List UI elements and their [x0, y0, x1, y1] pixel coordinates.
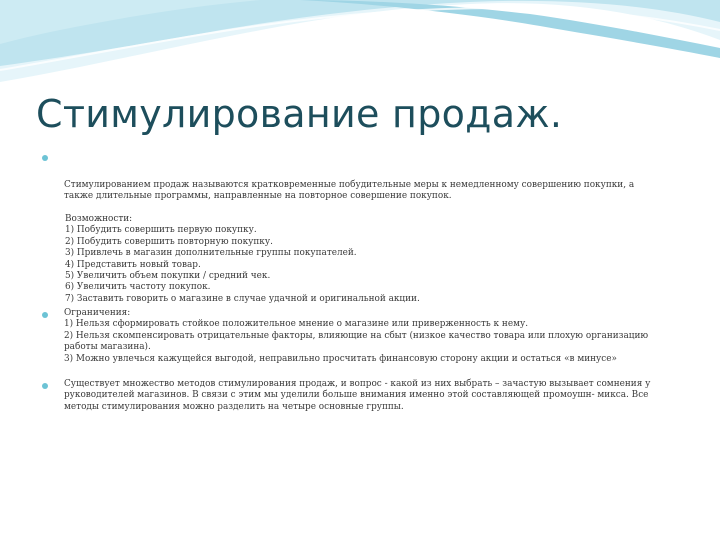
opportunity-item: 5) Увеличить объем покупки / средний чек.: [65, 271, 271, 282]
bullet-icon: [42, 312, 48, 318]
definition-text: Стимулированием продаж называются кратковременные побудительные меры к немедленному совершению покупки, а также длительные программы, направленные на повторное совершение покупок.: [64, 180, 635, 202]
restrictions-heading: Ограничения:: [64, 308, 131, 318]
methods-text: Существует множество методов стимулирования продаж, и вопрос - какой из них выбрать – зачастую вызывает сомнения у руководителей магазинов. В связи с этим мы уделили больше внимания именно этой составляющей промоушн- микса. Все методы стимулирования можно разделить на четыре основные группы.: [64, 379, 651, 412]
slide-title: Стимулирование продаж.: [36, 92, 563, 136]
opportunity-item: 6) Увеличить частоту покупок.: [65, 282, 211, 293]
bullet-icon: [42, 383, 48, 389]
opportunity-item: 4) Представить новый товар.: [65, 259, 201, 270]
opportunities-list: [65, 214, 667, 305]
restrictions-list: [64, 308, 666, 365]
restriction-item: 1) Нельзя сформировать стойкое положительное мнение о магазине или приверженность к нему.: [64, 319, 529, 330]
definition-paragraph: [64, 180, 666, 203]
opportunity-item: 3) Привлечь в магазин дополнительные группы покупателей.: [65, 248, 357, 259]
opportunities-heading: Возможности:: [65, 214, 133, 224]
methods-paragraph: [64, 379, 666, 413]
bullet-icon: [42, 155, 48, 161]
opportunity-item: 2) Побудить совершить повторную покупку.: [65, 236, 273, 247]
restriction-item: 3) Можно увлечься кажущейся выгодой, неправильно просчитать финансовую сторону акции и остаться «в минусе»: [64, 353, 617, 364]
opportunity-item: 7) Заставить говорить о магазине в случае удачной и оригинальной акции.: [65, 293, 420, 304]
restriction-item: 2) Нельзя скомпенсировать отрицательные факторы, влияющие на сбыт (низкое качество товара или плохую организацию работы магазина).: [64, 330, 649, 353]
opportunity-item: 1) Побудить совершить первую покупку.: [65, 225, 257, 236]
